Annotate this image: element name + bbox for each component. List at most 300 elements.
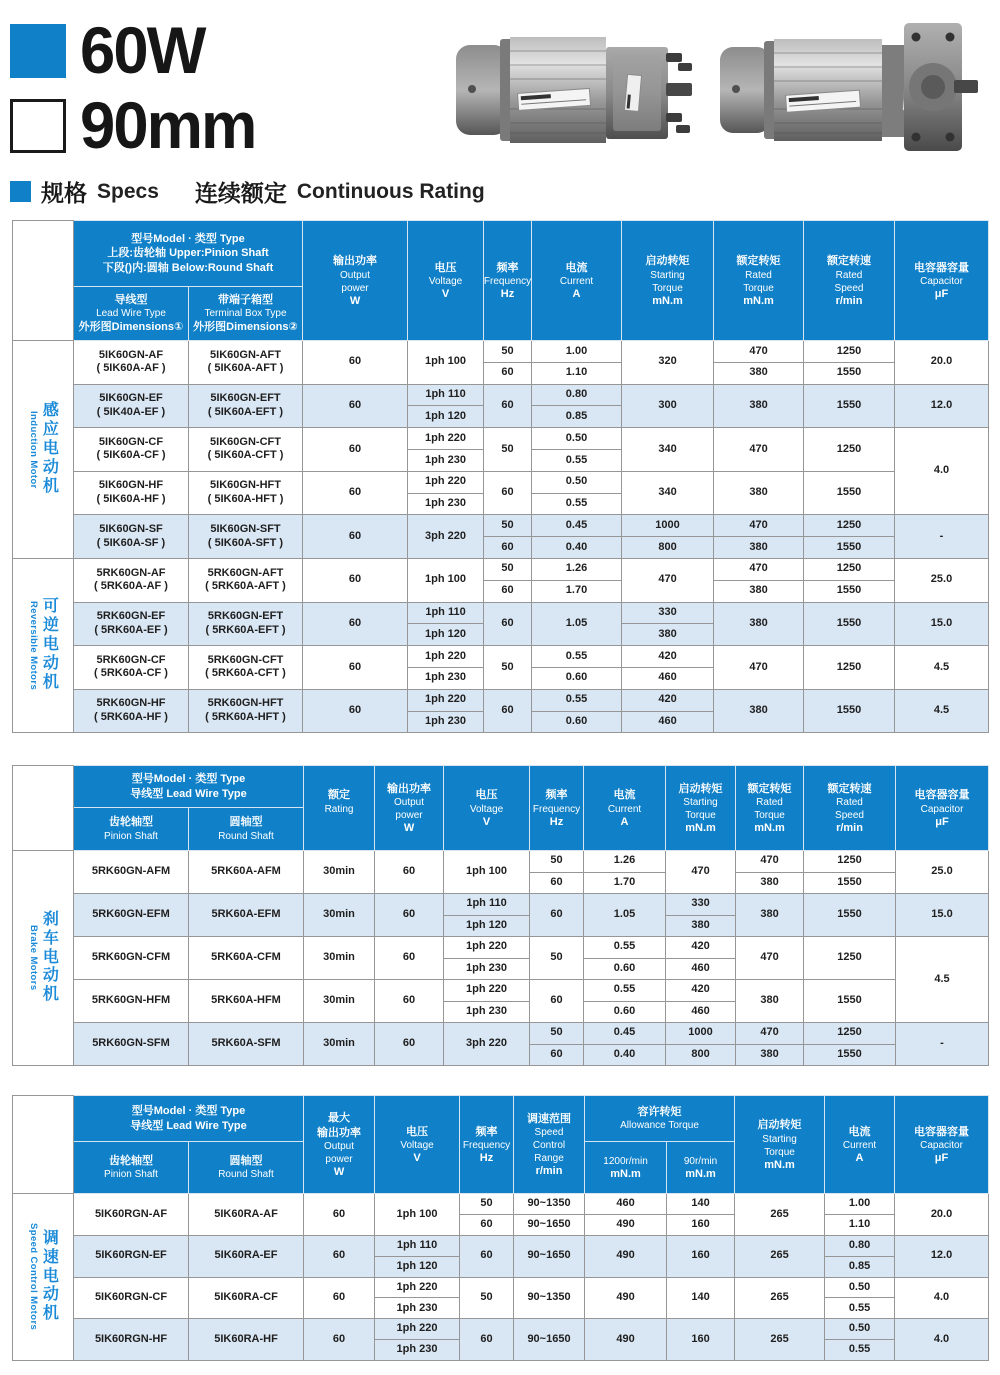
speed-control-table [12, 1095, 989, 1361]
spec-cell: 1ph 220 [444, 980, 530, 1002]
spec-cell: 380 [622, 624, 714, 646]
header-cell: 齿轮轴型 Pinion Shaft [74, 1142, 189, 1194]
brake-motors-table [12, 765, 989, 1066]
spec-cell: 90~1650 [514, 1235, 585, 1277]
model-cell: 5IK60RA-EF [189, 1235, 304, 1277]
spec-cell: 60 [304, 1194, 375, 1236]
spec-cell: 160 [667, 1319, 735, 1361]
header-cell: 电流 Current A [825, 1096, 895, 1194]
spec-cell: 460 [666, 1001, 736, 1023]
header-cell: 电容器容量 Capacitor μF [895, 1096, 989, 1194]
spec-cell: 460 [622, 667, 714, 689]
header-row [13, 1096, 989, 1142]
header-cell: 调速范围 Speed Control Range r/min [514, 1096, 585, 1194]
spec-cell: 1ph 220 [375, 1277, 460, 1298]
spec-cell: 30min [304, 937, 375, 980]
spec-cell: 1ph 220 [408, 428, 484, 450]
model-cell: 5IK60RA-HF [189, 1319, 304, 1361]
header-cell: 型号Model · 类型 Type 导线型 Lead Wire Type [74, 1096, 304, 1142]
header-cell: 电流 Current A [532, 221, 622, 341]
spec-cell: 1550 [804, 471, 895, 515]
model-cell: 5IK60GN-CF ( 5IK60A-CF ) [74, 428, 189, 472]
spec-cell: 0.80 [532, 384, 622, 406]
spec-cell: 60 [530, 980, 584, 1023]
white-square-icon [10, 99, 66, 153]
spec-cell: 0.60 [532, 667, 622, 689]
spec-cell: 1250 [804, 646, 895, 690]
table-row [13, 341, 989, 363]
table-row [13, 646, 989, 668]
specs-heading [10, 175, 485, 208]
spec-cell: 30min [304, 1023, 375, 1066]
spec-cell: 490 [585, 1235, 667, 1277]
spec-cell: 1ph 100 [375, 1194, 460, 1236]
spec-cell: 470 [714, 646, 804, 690]
spec-cell: 15.0 [896, 894, 989, 937]
spec-cell: 20.0 [895, 1194, 989, 1236]
spec-cell: 60 [303, 384, 408, 428]
spec-cell: 60 [530, 894, 584, 937]
spec-cell: 1ph 100 [408, 558, 484, 602]
spec-cell: 1550 [804, 580, 895, 602]
header-cell: 电压 Voltage V [375, 1096, 460, 1194]
spec-cell: 1ph 100 [408, 341, 484, 385]
spec-cell: 0.55 [532, 689, 622, 711]
spec-cell: 1550 [804, 894, 896, 937]
model-cell: 5IK60RGN-AF [74, 1194, 189, 1236]
model-cell: 5IK60GN-EF ( 5IK40A-EF ) [74, 384, 189, 428]
spec-cell: 1250 [804, 558, 895, 580]
model-cell: 5RK60GN-EFM [74, 894, 189, 937]
header-cell: 输出功率 Output power W [375, 766, 444, 851]
spec-cell: 3ph 220 [408, 515, 484, 559]
spec-cell: 50 [484, 428, 532, 472]
spec-cell: 90~1650 [514, 1214, 585, 1235]
spec-cell: 1ph 120 [375, 1256, 460, 1277]
continuous-rating-table [12, 220, 989, 733]
spec-cell: 25.0 [895, 558, 989, 602]
motor-photo-terminal-type [448, 13, 698, 163]
spec-cell: 140 [667, 1277, 735, 1319]
spec-cell: 330 [666, 894, 736, 916]
spec-cell: 1ph 230 [375, 1298, 460, 1319]
model-cell: 5RK60A-SFM [189, 1023, 304, 1066]
spec-cell: 1.05 [532, 602, 622, 646]
spec-cell: 1550 [804, 602, 895, 646]
spec-cell: 380 [714, 537, 804, 559]
spec-cell: 90~1650 [514, 1319, 585, 1361]
section-label: Reversible Motors 可 逆 电 动 机 [13, 558, 74, 732]
section-label: Speed Control Motors 调 速 电 动 机 [13, 1194, 74, 1361]
spec-cell: 1ph 220 [444, 937, 530, 959]
spec-cell: 380 [736, 872, 804, 894]
frame-size-title: 90mm [80, 88, 256, 163]
table-row [13, 602, 989, 624]
spec-cell: 60 [303, 602, 408, 646]
spec-cell: 60 [375, 937, 444, 980]
model-cell: 5RK60GN-EF ( 5RK60A-EF ) [74, 602, 189, 646]
spec-cell: - [896, 1023, 989, 1066]
corner-cell [13, 221, 74, 341]
header-cell: 频率 Frequency Hz [460, 1096, 514, 1194]
model-cell: 5RK60GN-AFT ( 5RK60A-AFT ) [189, 558, 303, 602]
spec-cell: 380 [714, 580, 804, 602]
blue-square-icon [10, 24, 66, 78]
spec-cell: 1.00 [532, 341, 622, 363]
spec-cell: 1ph 120 [408, 624, 484, 646]
spec-cell: 470 [666, 851, 736, 894]
spec-cell: 20.0 [895, 341, 989, 385]
spec-cell: 0.45 [532, 515, 622, 537]
spec-cell: 0.55 [584, 937, 666, 959]
spec-cell: 490 [585, 1277, 667, 1319]
table-row [13, 937, 989, 959]
model-cell: 5IK60GN-HFT ( 5IK60A-HFT ) [189, 471, 303, 515]
spec-cell: 50 [484, 646, 532, 690]
spec-cell: 380 [714, 602, 804, 646]
motor-photo-flange-type [714, 13, 980, 163]
model-cell: 5IK60GN-EFT ( 5IK60A-EFT ) [189, 384, 303, 428]
header-cell: 频率 Frequency Hz [484, 221, 532, 341]
title-block [10, 14, 263, 164]
model-cell: 5IK60RGN-CF [74, 1277, 189, 1319]
header-cell: 最大 输出功率 Output power W [304, 1096, 375, 1194]
spec-cell: 380 [714, 384, 804, 428]
spec-cell: 90~1350 [514, 1277, 585, 1319]
header-cell: 齿轮轴型 Pinion Shaft [74, 808, 189, 851]
spec-cell: 1250 [804, 1023, 896, 1045]
spec-cell: 60 [484, 602, 532, 646]
spec-cell: 90~1350 [514, 1194, 585, 1215]
spec-cell: 490 [585, 1214, 667, 1235]
spec-cell: 1.26 [584, 851, 666, 873]
model-cell: 5RK60GN-AFM [74, 851, 189, 894]
spec-cell: 490 [585, 1319, 667, 1361]
spec-cell: 12.0 [895, 1235, 989, 1277]
spec-cell: 380 [714, 362, 804, 384]
spec-cell: 60 [460, 1319, 514, 1361]
spec-cell: 1.10 [825, 1214, 895, 1235]
specs-title-en: Specs [97, 179, 159, 203]
spec-cell: 0.50 [532, 471, 622, 493]
table-row [13, 689, 989, 711]
header-cell: 型号Model · 类型 Type 上段:齿轮轴 Upper:Pinion Shaft 下段()内:圆轴 Below:Round Shaft [74, 221, 303, 287]
header-cell: 额定转矩 Rated Torque mN.m [736, 766, 804, 851]
spec-cell: 1.70 [584, 872, 666, 894]
section-label: Induction Motor 感 应 电 动 机 [13, 341, 74, 559]
spec-cell: 160 [667, 1235, 735, 1277]
spec-cell: 340 [622, 471, 714, 515]
header-cell: 启动转矩 Starting Torque mN.m [666, 766, 736, 851]
spec-cell: 50 [460, 1277, 514, 1319]
spec-cell: 470 [736, 937, 804, 980]
table-row [13, 471, 989, 493]
model-cell: 5RK60GN-AF ( 5RK60A-AF ) [74, 558, 189, 602]
model-cell: 5RK60GN-CFM [74, 937, 189, 980]
spec-cell: 380 [714, 689, 804, 733]
spec-cell: 0.55 [584, 980, 666, 1002]
table-row [13, 1319, 989, 1340]
model-cell: 5IK60GN-SF ( 5IK60A-SF ) [74, 515, 189, 559]
spec-cell: 300 [622, 384, 714, 428]
spec-cell: 1550 [804, 384, 895, 428]
spec-cell: - [895, 515, 989, 559]
spec-cell: 60 [460, 1214, 514, 1235]
spec-cell: 420 [622, 646, 714, 668]
spec-cell: 50 [530, 937, 584, 980]
spec-cell: 60 [484, 580, 532, 602]
spec-cell: 160 [667, 1214, 735, 1235]
table-row [13, 894, 989, 916]
header-cell: 额定 Rating [304, 766, 375, 851]
table-row [13, 1235, 989, 1256]
header-cell: 电压 Voltage V [408, 221, 484, 341]
header-cell: 1200r/min mN.m [585, 1142, 667, 1194]
header-cell: 电容器容量 Capacitor μF [896, 766, 989, 851]
header-cell: 额定转矩 Rated Torque mN.m [714, 221, 804, 341]
continuous-rating-table [12, 220, 988, 733]
spec-cell: 420 [666, 937, 736, 959]
model-cell: 5RK60A-AFM [189, 851, 304, 894]
spec-cell: 4.5 [895, 689, 989, 733]
spec-cell: 60 [303, 428, 408, 472]
spec-cell: 4.0 [895, 428, 989, 515]
spec-cell: 0.40 [532, 537, 622, 559]
model-cell: 5IK60RGN-EF [74, 1235, 189, 1277]
power-rating-title: 60W [80, 13, 205, 88]
header-row [13, 221, 989, 287]
spec-cell: 1.00 [825, 1194, 895, 1215]
header-row [13, 766, 989, 808]
spec-cell: 0.40 [584, 1044, 666, 1066]
table-row [13, 851, 989, 873]
speed-control-table [12, 1095, 988, 1361]
spec-cell: 1250 [804, 428, 895, 472]
model-cell: 5RK60GN-SFM [74, 1023, 189, 1066]
spec-cell: 60 [375, 851, 444, 894]
spec-cell: 340 [622, 428, 714, 472]
model-cell: 5IK60RA-AF [189, 1194, 304, 1236]
spec-cell: 60 [484, 384, 532, 428]
table-row [13, 1023, 989, 1045]
spec-cell: 60 [303, 689, 408, 733]
header-cell: 额定转速 Rated Speed r/min [804, 766, 896, 851]
rating-title-en: Continuous Rating [296, 179, 485, 203]
spec-cell: 1550 [804, 362, 895, 384]
spec-cell: 1.70 [532, 580, 622, 602]
table-row [13, 384, 989, 406]
header-cell: 启动转矩 Starting Torque mN.m [622, 221, 714, 341]
spec-cell: 60 [375, 980, 444, 1023]
model-cell: 5IK60RA-CF [189, 1277, 304, 1319]
spec-cell: 1ph 120 [408, 406, 484, 428]
spec-cell: 1ph 230 [408, 667, 484, 689]
spec-cell: 470 [714, 341, 804, 363]
spec-cell: 30min [304, 851, 375, 894]
spec-cell: 380 [736, 1044, 804, 1066]
spec-cell: 1ph 110 [408, 602, 484, 624]
spec-cell: 50 [530, 851, 584, 873]
spec-cell: 1550 [804, 980, 896, 1023]
spec-cell: 265 [735, 1235, 825, 1277]
spec-cell: 265 [735, 1277, 825, 1319]
header-cell: 容许转矩 Allowance Torque [585, 1096, 735, 1142]
spec-cell: 470 [622, 558, 714, 602]
spec-cell: 330 [622, 602, 714, 624]
spec-cell: 1ph 230 [375, 1340, 460, 1361]
spec-cell: 3ph 220 [444, 1023, 530, 1066]
spec-cell: 0.55 [532, 646, 622, 668]
spec-cell: 460 [666, 958, 736, 980]
table-row [13, 1194, 989, 1215]
corner-cell [13, 766, 74, 851]
power-title-row [10, 14, 263, 88]
spec-cell: 60 [303, 471, 408, 515]
spec-cell: 1550 [804, 1044, 896, 1066]
spec-cell: 800 [622, 537, 714, 559]
model-cell: 5RK60A-HFM [189, 980, 304, 1023]
model-cell: 5IK60GN-HF ( 5IK60A-HF ) [74, 471, 189, 515]
model-cell: 5RK60GN-HFM [74, 980, 189, 1023]
header-cell: 90r/min mN.m [667, 1142, 735, 1194]
spec-cell: 1.05 [584, 894, 666, 937]
spec-cell: 60 [303, 341, 408, 385]
table-row [13, 558, 989, 580]
table-row [13, 428, 989, 450]
table-row [13, 980, 989, 1002]
model-cell: 5RK60GN-HFT ( 5RK60A-HFT ) [189, 689, 303, 733]
spec-cell: 0.80 [825, 1235, 895, 1256]
spec-cell: 4.5 [895, 646, 989, 690]
spec-cell: 60 [484, 689, 532, 733]
spec-cell: 1ph 110 [444, 894, 530, 916]
model-cell: 5RK60A-EFM [189, 894, 304, 937]
spec-cell: 1250 [804, 341, 895, 363]
spec-cell: 265 [735, 1319, 825, 1361]
rating-title-zh: 连续额定 [194, 180, 287, 206]
model-cell: 5RK60A-CFM [189, 937, 304, 980]
spec-cell: 1550 [804, 872, 896, 894]
frame-title-row [10, 89, 263, 163]
motor-photos [448, 8, 996, 168]
header-cell: 频率 Frequency Hz [530, 766, 584, 851]
section-marker-icon [10, 181, 31, 202]
spec-cell: 4.0 [895, 1277, 989, 1319]
section-label: Brake Motors 刹 车 电 动 机 [13, 851, 74, 1066]
spec-cell: 1ph 220 [375, 1319, 460, 1340]
header-cell: 电压 Voltage V [444, 766, 530, 851]
header-cell: 输出功率 Output power W [303, 221, 408, 341]
header-cell: 额定转速 Rated Speed r/min [804, 221, 895, 341]
header-cell: 型号Model · 类型 Type 导线型 Lead Wire Type [74, 766, 304, 808]
model-cell: 5RK60GN-CFT ( 5RK60A-CFT ) [189, 646, 303, 690]
spec-cell: 50 [530, 1023, 584, 1045]
spec-cell: 1550 [804, 537, 895, 559]
spec-cell: 1250 [804, 515, 895, 537]
spec-cell: 0.55 [825, 1340, 895, 1361]
model-cell: 5RK60GN-EFT ( 5RK60A-EFT ) [189, 602, 303, 646]
spec-cell: 60 [484, 471, 532, 515]
header-cell: 启动转矩 Starting Torque mN.m [735, 1096, 825, 1194]
spec-cell: 1ph 230 [408, 493, 484, 515]
spec-cell: 1.10 [532, 362, 622, 384]
spec-cell: 60 [460, 1235, 514, 1277]
spec-cell: 0.50 [825, 1319, 895, 1340]
spec-cell: 0.85 [825, 1256, 895, 1277]
spec-cell: 470 [736, 1023, 804, 1045]
spec-cell: 0.60 [584, 1001, 666, 1023]
spec-cell: 60 [530, 1044, 584, 1066]
spec-cell: 60 [530, 872, 584, 894]
spec-cell: 60 [375, 1023, 444, 1066]
spec-cell: 1ph 230 [444, 1001, 530, 1023]
spec-cell: 60 [303, 558, 408, 602]
spec-cell: 1ph 220 [408, 471, 484, 493]
spec-cell: 420 [622, 689, 714, 711]
spec-cell: 60 [304, 1319, 375, 1361]
spec-cell: 470 [714, 515, 804, 537]
spec-cell: 1ph 220 [408, 689, 484, 711]
spec-cell: 460 [585, 1194, 667, 1215]
header-cell: 电流 Current A [584, 766, 666, 851]
spec-cell: 0.55 [825, 1298, 895, 1319]
spec-cell: 0.60 [584, 958, 666, 980]
spec-cell: 60 [304, 1277, 375, 1319]
header-cell: 圆轴型 Round Shaft [189, 808, 304, 851]
spec-cell: 50 [484, 341, 532, 363]
spec-cell: 15.0 [895, 602, 989, 646]
model-cell: 5IK60GN-SFT ( 5IK60A-SFT ) [189, 515, 303, 559]
specs-title-zh: 规格 [41, 180, 87, 206]
spec-cell: 265 [735, 1194, 825, 1236]
header-cell: 电容器容量 Capacitor μF [895, 221, 989, 341]
spec-cell: 60 [304, 1235, 375, 1277]
spec-cell: 420 [666, 980, 736, 1002]
spec-cell: 800 [666, 1044, 736, 1066]
spec-cell: 4.0 [895, 1319, 989, 1361]
spec-cell: 1ph 100 [444, 851, 530, 894]
spec-cell: 1ph 230 [444, 958, 530, 980]
spec-cell: 1ph 220 [408, 646, 484, 668]
spec-cell: 0.45 [584, 1023, 666, 1045]
spec-cell: 0.50 [532, 428, 622, 450]
model-cell: 5RK60GN-HF ( 5RK60A-HF ) [74, 689, 189, 733]
table-row [13, 515, 989, 537]
spec-cell: 0.55 [532, 449, 622, 471]
model-cell: 5IK60GN-CFT ( 5IK60A-CFT ) [189, 428, 303, 472]
spec-cell: 1000 [622, 515, 714, 537]
spec-cell: 0.85 [532, 406, 622, 428]
model-cell: 5IK60GN-AFT ( 5IK60A-AFT ) [189, 341, 303, 385]
spec-cell: 470 [714, 558, 804, 580]
spec-cell: 0.60 [532, 711, 622, 733]
spec-cell: 380 [666, 915, 736, 937]
spec-cell: 4.5 [896, 937, 989, 1023]
spec-cell: 380 [736, 980, 804, 1023]
spec-cell: 50 [460, 1194, 514, 1215]
spec-cell: 1ph 230 [408, 711, 484, 733]
spec-cell: 1.26 [532, 558, 622, 580]
spec-cell: 1250 [804, 851, 896, 873]
spec-cell: 60 [303, 646, 408, 690]
spec-cell: 60 [375, 894, 444, 937]
spec-cell: 320 [622, 341, 714, 385]
spec-cell: 25.0 [896, 851, 989, 894]
header-cell: 导线型 Lead Wire Type 外形图Dimensions① [74, 287, 189, 341]
model-cell: 5RK60GN-CF ( 5RK60A-CF ) [74, 646, 189, 690]
spec-cell: 0.55 [532, 493, 622, 515]
model-cell: 5IK60GN-AF ( 5IK60A-AF ) [74, 341, 189, 385]
